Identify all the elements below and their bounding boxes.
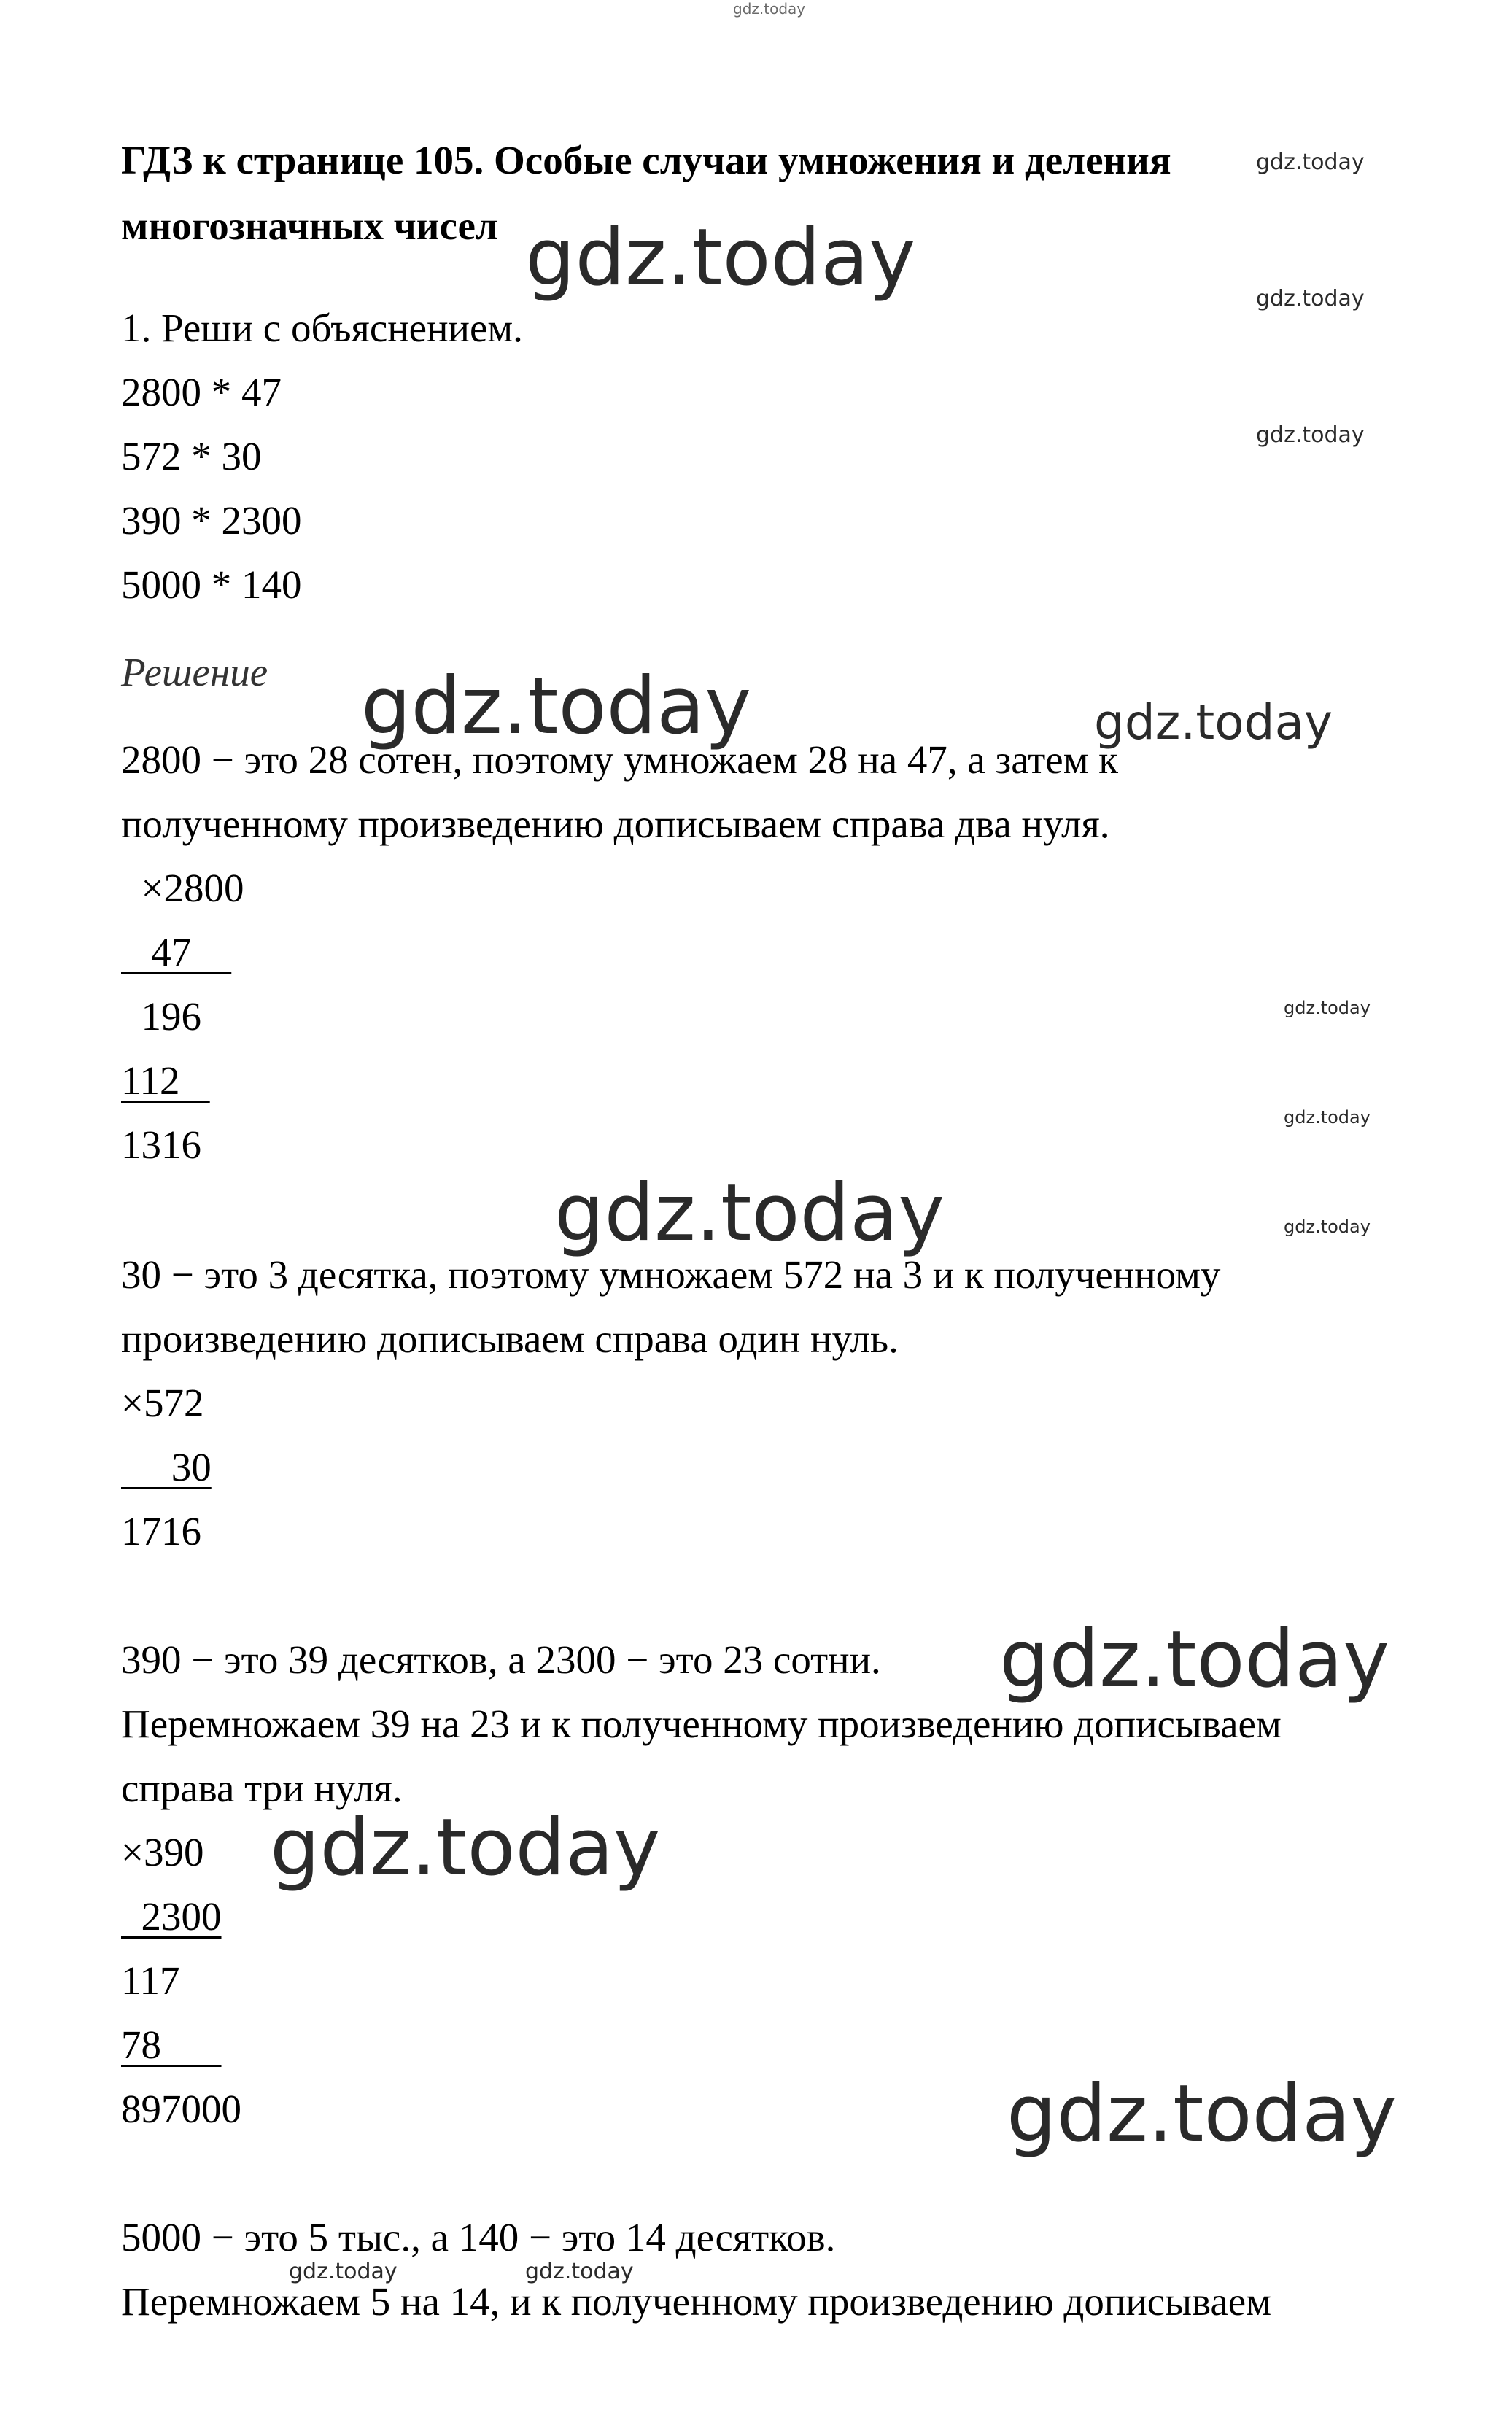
explanation-1-line-1: 2800 − это 28 сотен, поэтому умножаем 28 на 47, а затем к (121, 737, 1118, 782)
calc-1-line: 1316 (121, 1122, 201, 1167)
watermark: gdz.today (1284, 1217, 1371, 1237)
watermark: gdz.today (361, 661, 752, 752)
watermark: gdz.today (554, 1168, 945, 1259)
solution-label: Решение (121, 650, 268, 694)
task-item: 2800 * 47 (121, 370, 282, 414)
task-heading: 1. Реши с объяснением. (121, 306, 523, 350)
explanation-4-line-2: Перемножаем 5 на 14, и к полученному произведению дописываем (121, 2279, 1272, 2324)
calc-3-line: 78 (121, 2022, 222, 2067)
watermark: gdz.today (1007, 2068, 1397, 2160)
explanation-1-line-2: полученному произведению дописываем справа два нуля. (121, 802, 1110, 846)
watermark: gdz.today (270, 1802, 661, 1893)
page-title-line-1: ГДЗ к странице 105. Особые случаи умножения и деления (121, 138, 1171, 182)
explanation-3-line-3: справа три нуля. (121, 1766, 403, 1810)
calc-1-line: ×2800 (121, 866, 244, 910)
watermark: gdz.today (1256, 150, 1365, 175)
task-item: 5000 * 140 (121, 562, 302, 607)
calc-3-line: 897000 (121, 2087, 241, 2131)
explanation-2-line-1: 30 − это 3 десятка, поэтому умножаем 572 на 3 и к полученному (121, 1252, 1221, 1297)
watermark: gdz.today (525, 2259, 634, 2284)
calc-1-line: 196 (121, 994, 201, 1039)
watermark: gdz.today (525, 212, 916, 303)
watermark: gdz.today (1284, 998, 1371, 1018)
watermark-top: gdz.today (733, 0, 806, 18)
watermark: gdz.today (1256, 286, 1365, 311)
watermark: gdz.today (1284, 1107, 1371, 1128)
calc-3-line: 117 (121, 1958, 180, 2003)
calc-2-line: 1716 (121, 1509, 201, 1553)
watermark: gdz.today (1094, 694, 1333, 750)
calc-3-line: ×390 (121, 1830, 204, 1874)
calc-2-line: 30 (121, 1445, 212, 1489)
watermark: gdz.today (1256, 422, 1365, 448)
explanation-2-line-2: произведению дописываем справа один нуль. (121, 1316, 899, 1361)
page-title-line-2: многозначных чисел (121, 203, 498, 248)
watermark: gdz.today (999, 1614, 1390, 1705)
watermark: gdz.today (289, 2259, 398, 2284)
explanation-3-line-1: 390 − это 39 десятков, а 2300 − это 23 сотни. (121, 1637, 881, 1682)
calc-3-line: 2300 (121, 1894, 222, 1939)
explanation-3-line-2: Перемножаем 39 на 23 и к полученному произведению дописываем (121, 1702, 1282, 1746)
calc-1-line: 47 (121, 930, 232, 974)
explanation-4-line-1: 5000 − это 5 тыс., а 140 − это 14 десятков. (121, 2215, 836, 2259)
calc-2-line: ×572 (121, 1381, 204, 1425)
calc-1-line: 112 (121, 1058, 210, 1103)
task-item: 390 * 2300 (121, 498, 302, 543)
task-item: 572 * 30 (121, 434, 262, 478)
